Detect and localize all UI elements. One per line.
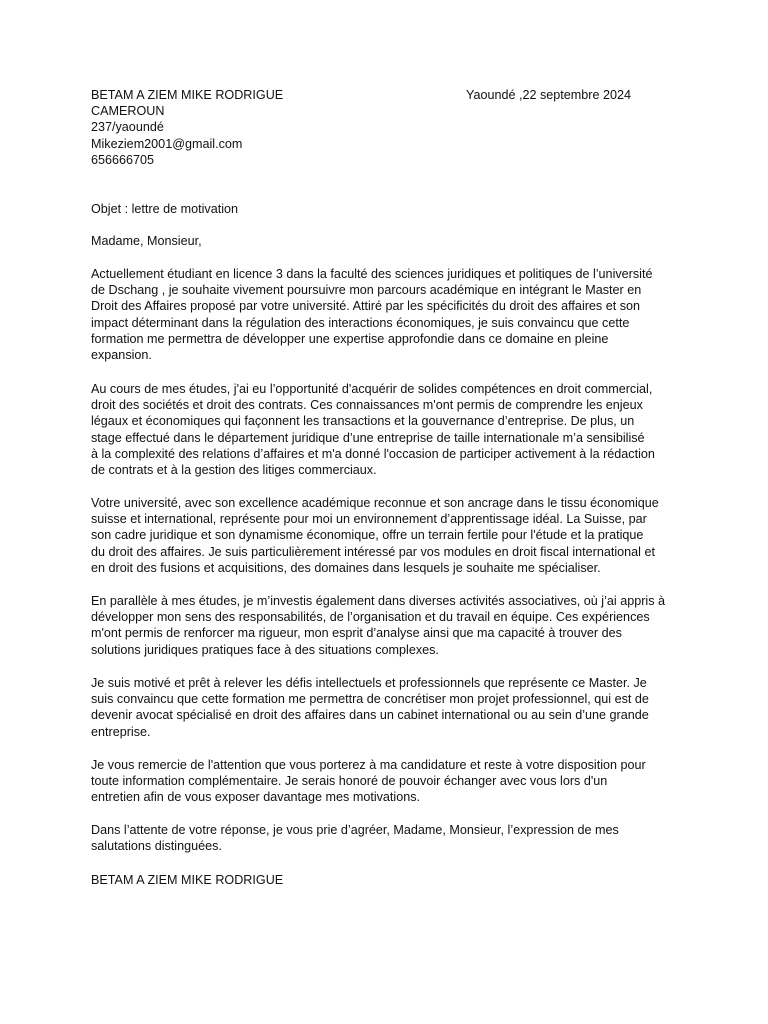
paragraph-line: Dans l’attente de votre réponse, je vous prie d’agréer, Madame, Monsieur, l’expression de mes — [91, 823, 619, 837]
paragraph-line: m'ont permis de renforcer ma rigueur, mon esprit d’analyse ainsi que ma capacité à trouver des — [91, 626, 622, 641]
paragraph-line: Je suis motivé et prêt à relever les défis intellectuels et professionnels que représente ce Master. Je — [91, 676, 647, 690]
salutation-text: Madame, Monsieur, — [91, 234, 202, 248]
paragraph-line: légaux et économiques qui façonnent les transactions et la gouvernance d’entreprise. De plus, un — [91, 414, 635, 429]
paragraph-line: toute information complémentaire. Je serais honoré de pouvoir échanger avec vous lors d'un — [91, 774, 608, 789]
paragraph-line: salutations distinguées. — [91, 839, 222, 854]
paragraph-line: droit des sociétés et droit des contrats. Ces connaissances m'ont permis de comprendre les enjeux — [91, 398, 643, 413]
paragraph-7 — [91, 822, 619, 854]
paragraph-line: suis convaincu que cette formation me permettra de concrétiser mon projet professionnel, qui est de — [91, 692, 649, 707]
paragraph-line: entreprise. — [91, 724, 151, 739]
signature — [91, 872, 283, 888]
paragraph-line: en droit des fusions et acquisitions, des domaines dans lesquels je souhaite me spécialiser. — [91, 560, 601, 575]
paragraph-line: Actuellement étudiant en licence 3 dans la faculté des sciences juridiques et politiques de l’université — [91, 267, 653, 281]
paragraph-1 — [91, 266, 652, 363]
paragraph-line: solutions juridiques pratiques face à des situations complexes. — [91, 642, 439, 657]
paragraph-line: Votre université, avec son excellence académique reconnue et son ancrage dans le tissu économique — [91, 496, 659, 510]
paragraph-line: développer mon sens des responsabilités, de l’organisation et du travail en équipe. Ces expériences — [91, 610, 650, 625]
paragraph-line: stage effectué dans le département juridique d’une entreprise de taille internationale m’a sensibilisé — [91, 430, 645, 445]
paragraph-line: de Dschang , je souhaite vivement poursuivre mon parcours académique en intégrant le Master en — [91, 283, 642, 298]
paragraph-line: Au cours de mes études, j'ai eu l’opportunité d'acquérir de solides compétences en droit commercial, — [91, 382, 653, 396]
paragraph-line: Droit des Affaires proposé par votre université. Attiré par les spécificités du droit des affaires et son — [91, 299, 641, 314]
sender-name: BETAM A ZIEM MIKE RODRIGUE — [91, 88, 284, 102]
paragraph-line: En parallèle à mes études, je m’investis également dans diverses activités associatives, où j’ai appris à — [91, 594, 665, 608]
sender-city: 237/yaoundé — [91, 120, 164, 135]
paragraph-line: à la complexité des relations d’affaires et m'a donné l'occasion de participer activement à la rédaction — [91, 446, 655, 461]
sender-block — [91, 87, 283, 168]
paragraph-line: expansion. — [91, 347, 152, 362]
paragraph-line: de contrats et à la gestion des litiges commerciaux. — [91, 462, 377, 477]
subject-text: Objet : lettre de motivation — [91, 202, 238, 216]
sender-email: Mikeziem2001@gmail.com — [91, 136, 243, 151]
letter-date: Yaoundé ,22 septembre 2024 — [466, 88, 632, 102]
paragraph-5 — [91, 675, 649, 740]
paragraph-2 — [91, 381, 655, 478]
paragraph-line: Je vous remercie de l'attention que vous porterez à ma candidature et reste à votre disposition pour — [91, 758, 646, 772]
paragraph-line: devenir avocat spécialisé en droit des affaires dans un cabinet international ou au sein d’une grande — [91, 708, 649, 723]
paragraph-line: formation me permettra de développer une expertise approfondie dans ce domaine en pleine — [91, 331, 609, 346]
paragraph-line: son cadre juridique et son dynamisme économique, offre un terrain fertile pour l'étude et la pratique — [91, 528, 644, 543]
paragraph-4 — [91, 593, 665, 658]
paragraph-6 — [91, 757, 646, 806]
paragraph-line: suisse et international, représente pour moi un environnement d’apprentissage idéal. La Suisse, par — [91, 512, 647, 527]
paragraph-line: impact déterminant dans la régulation des interactions économiques, je suis convaincu que cette — [91, 315, 630, 330]
paragraph-line: entretien afin de vous exposer davantage mes motivations. — [91, 790, 421, 805]
sender-phone: 656666705 — [91, 152, 155, 167]
signature-name: BETAM A ZIEM MIKE RODRIGUE — [91, 873, 284, 887]
letter-salutation — [91, 233, 202, 249]
sender-country: CAMEROUN — [91, 104, 165, 119]
letter-subject — [91, 201, 238, 217]
paragraph-3 — [91, 495, 659, 576]
paragraph-line: du droit des affaires. Je suis particulièrement intéressé par vos modules en droit fiscal international et — [91, 544, 655, 559]
